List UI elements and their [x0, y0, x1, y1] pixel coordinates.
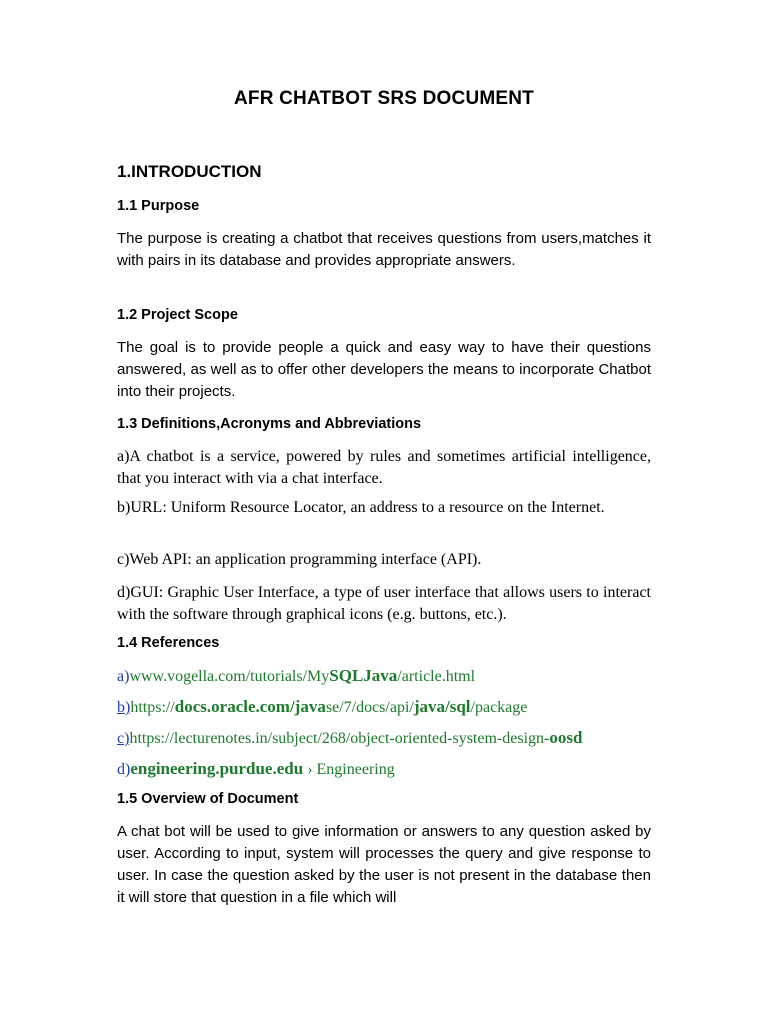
- subheading-purpose: 1.1 Purpose: [117, 198, 200, 214]
- paragraph-project-scope: The goal is to provide people a quick and easy way to have their questions answered, as well as to offer other developers the means to incorporate Chatbot into their projects.: [117, 339, 651, 400]
- reference-item: [117, 666, 651, 687]
- definition-item: d)GUI: Graphic User Interface, a type of user interface that allows users to interact with the software through graphical icons (e.g. buttons, etc.).: [117, 584, 651, 623]
- subheading-definitions: 1.3 Definitions,Acronyms and Abbreviations: [117, 416, 422, 432]
- definition-item: a)A chatbot is a service, powered by rules and sometimes artificial intelligence, that you interact with via a chat interface.: [117, 448, 651, 487]
- subheading-overview: 1.5 Overview of Document: [117, 791, 299, 807]
- paragraph-purpose: The purpose is creating a chatbot that receives questions from users,matches it with pairs in its database and provides appropriate answers.: [117, 230, 651, 269]
- paragraph-overview: A chat bot will be used to give information or answers to any question asked by user. According to input, system will processes the query and give response to user. In case the question asked by the user is not present in the database then it will store that question in a file which will: [117, 823, 651, 906]
- reference-prefix: a): [117, 668, 130, 685]
- reference-item: [117, 759, 651, 780]
- subheading-references: 1.4 References: [117, 635, 220, 651]
- reference-prefix: c): [117, 730, 130, 747]
- reference-link[interactable]: https://docs.oracle.com/javase/7/docs/api/java/sql/package: [130, 697, 528, 716]
- subheading-project-scope: 1.2 Project Scope: [117, 307, 238, 323]
- reference-prefix: b): [117, 699, 131, 716]
- reference-prefix: d): [117, 761, 131, 778]
- reference-link[interactable]: https://lecturenotes.in/subject/268/object-oriented-system-design-oosd: [129, 728, 583, 747]
- definition-item: c)Web API: an application programming interface (API).: [117, 551, 482, 568]
- reference-link[interactable]: engineering.purdue.edu › Engineering: [130, 759, 395, 778]
- reference-item: [117, 728, 651, 749]
- definition-item: b)URL: Uniform Resource Locator, an address to a resource on the Internet.: [117, 499, 605, 516]
- reference-link[interactable]: www.vogella.com/tutorials/MySQLJava/article.html: [129, 666, 476, 685]
- reference-item: [117, 697, 651, 718]
- section-heading-introduction: 1.INTRODUCTION: [117, 162, 262, 181]
- document-title: AFR CHATBOT SRS DOCUMENT: [234, 88, 534, 109]
